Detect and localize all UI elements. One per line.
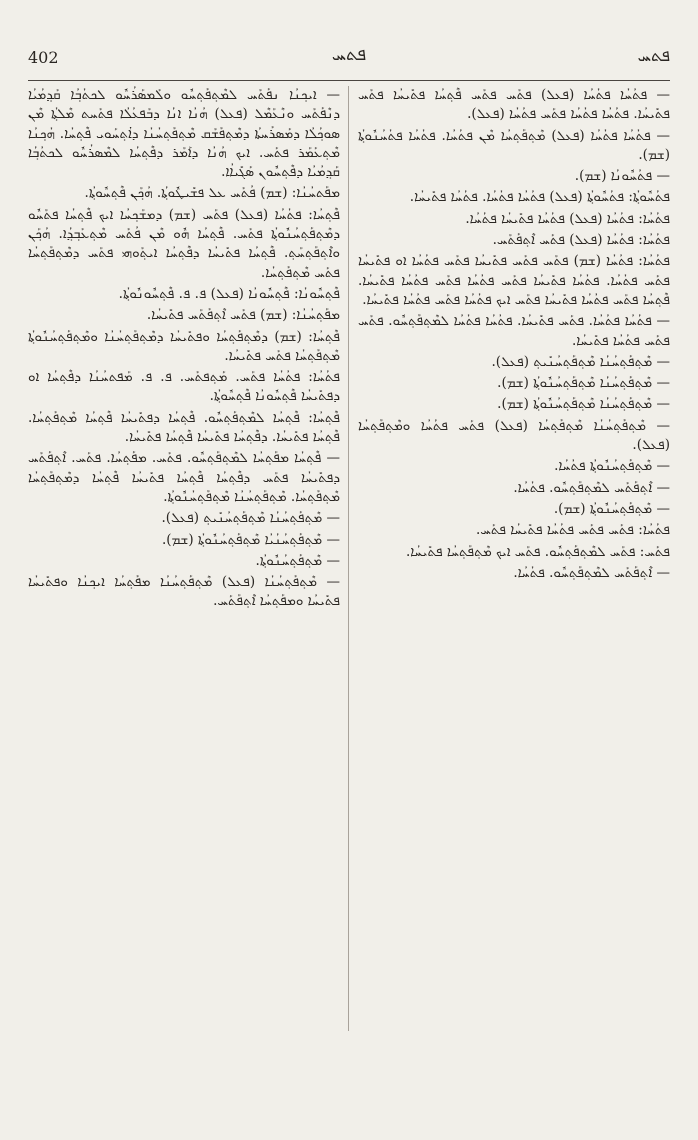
dictionary-entry: — ܡܶܬ݂ܦܰܬ݂ܚܳܢܽܘܬ݂ܳܐ (ܫܡ). xyxy=(553,500,670,517)
dictionary-entry: — ܡܶܬ݂ܦܰܬ݂ܚܳܢܳܐ (ܦܥܠ) ܡܶܬ݂ܦܰܬ݂ܚܳܢܳܐ ܡܦܰܬ݂ܚܳܐ ܐܝܟ݂ܢܳܐ ܘܦܬܺܝܚܳܐ ܦܬܺܝܚܳܐ ܘܡܦܰܬ݂ܚܳܐ ܐܶܬ݂ܦܰܬܰܚ. xyxy=(28,574,340,610)
dictionary-entry: — ܦܬܳܚܳܐ ܦܬܳܚܳܐ (ܦܥܠ) ܡܶܬ݂ܦܰܬ݂ܚܳܐ ܡܶܢ ܦܬܳܚܳܐ. ܦܬܳܚܳܐ ܦܬܳܚܳܢܽܘܬ݂ܳܐ (ܫܡ). xyxy=(358,127,670,163)
dictionary-entry: ܡܦܰܬ݂ܚܳܢܳܐ: (ܫܡ) ܦܬܰܚ ܐܶܬ݂ܦܰܬܰܚ ܦܬܺܝܚܳܐ. xyxy=(146,307,340,324)
dictionary-entry: ܦܬܳܚܽܘܬ݂ܳܐ: ܦܬܳܚܽܘܬ݂ܳܐ (ܦܥܠ) ܦܬܳܚܳܐ ܦܬܳܚܳܐ. ܦܬܳܚܳܐ ܦܬܺܝܚܳܐ. xyxy=(409,189,670,206)
dictionary-entry: ܦܶܬ݂ܚܳܐ: ܦܶܬ݂ܚܳܐ ܠܡܶܬ݂ܦܰܬ݂ܚܽܘ. ܦܶܬ݂ܚܳܐ ܕܦܬܺܝܚܳܐ ܦܶܬ݂ܚܳܐ ܡܶܬ݂ܦܰܬ݂ܚܳܐ. ܦܶܬ݂ܚܳܐ ܦܬܺܝܚܳܐ. ܕܦܶܬ݂ܚܳܐ ܦܬܺܝܚܳܐ ܦܶܬ݂ܚܳܐ ܦܬܺܝܚܳܐ. xyxy=(28,409,340,446)
dictionary-entry: ܦܬܳܚܳܐ: ܦܬܳܚܳܐ (ܦܥܠ) ܦܬܰܚ ܐܶܬ݂ܦܰܬܰܚ. xyxy=(492,232,670,249)
dictionary-entry: ܡܦܰܬܚܳܢܳܐ: (ܫܡ) ܦܳܬܰܚ ܥܠ ܦܫܺܝܛܽܘܬ݂ܳܐ. ܗܳܟ݂ܰܢ ܦܶܬ݂ܚܽܘܬ݂ܳܐ. xyxy=(84,185,340,202)
page-header xyxy=(28,44,670,78)
page-number: 402 xyxy=(28,48,59,67)
dictionary-entry: ܦܶܬ݂ܚܽܘܢܳܐ: ܦܶܬ݂ܚܽܘܢܳܐ (ܦܥܠ) ܦ. ܦ. ܦܶܬ݂ܚܽܘܢܽܘܬ݂ܳܐ. xyxy=(118,285,340,302)
column-divider xyxy=(348,86,349,1031)
dictionary-entry: — ܐܶܬ݂ܦܰܬܰܚ ܠܡܶܬ݂ܦܰܬ݂ܚܽܘ. ܦܬܳܚܳܐ. xyxy=(513,564,670,581)
dictionary-entry: ܦܬܳܚܳܐ: ܦܬܳܚܳܐ ܦܬܰܚ. ܡܰܬ݂ܦܬܰܚ. ܦ. ܦ. ܡܰܦܬܚܳܢܳܐ ܕܦܶܬ݂ܚܳܐ ܐܘ ܕܦܬܺܝܚܳܐ ܦܶܬ݂ܚܽܘܢܳܐ ܦܶܬ݂ܚܽܘܬ݂ܳܐ. xyxy=(28,369,340,405)
catchword: ܦܬܚ xyxy=(637,46,670,66)
dictionary-entry: — ܦܬܳܚܳܐ ܦܬܳܚܳܐ (ܦܥܠ) ܦܬܰܚ ܦܬܰܚ ܦܶܬ݂ܚܳܐ ܦܬܺܝܚܳܐ ܦܬܰܚ ܦܬܺܝܚܳܐ. ܦܬܳܚܳܐ ܦܬܳܚܳܐ ܦܬܰܚ ܦܬܳܚܳܐ (ܦܥܠ). xyxy=(358,87,670,123)
right-column xyxy=(358,86,670,585)
dictionary-entry: ܦܶܬ݂ܚܳܐ: (ܫܡ) ܕܡܶܬ݂ܦܰܬ݂ܚܳܐ ܘܦܬܺܝܚܳܐ ܕܡܶܬ݂ܦܰܬ݂ܚܳܢܳܐ ܘܡܶܬ݂ܦܰܬ݂ܚܳܢܽܘܬ݂ܳܐ ܡܶܬ݂ܦܰܬ݂ܚܳܐ ܦܬܰܚ ܦܬܺܝܚܳܐ. xyxy=(28,328,340,364)
dictionary-entry: ܦܬܰܚ: ܦܬܰܚ ܠܡܶܬ݂ܦܰܬ݂ܚܽܘ. ܦܬܰܚ ܐܝܟ ܡܶܬ݂ܦܰܬ݂ܚܳܐ ܦܬܺܝܚܳܐ. xyxy=(406,543,670,560)
dictionary-entry: — ܦܶܬ݂ܚܳܐ ܡܦܰܬ݂ܚܳܐ ܠܡܶܬ݂ܦܰܬ݂ܚܽܘ. ܦܬܰܚ. ܡܦܰܬ݂ܚܳܐ. ܦܬܰܚ. ܐܶܬ݂ܦܰܬܰܚ ܕܦܬܺܝܚܳܐ ܦܬܰܚ ܕܦܶܬ݂ܚܳܐ ܦܶܬ݂ܚܳܐ ܦܬܺܝܚܳܐ ܦܶܬ݂ܚܳܐ ܕܡܶܬ݂ܦܰܬ݂ܚܳܐ ܡܶܬ݂ܦܰܬ݂ܚܳܐ. ܡܶܬ݂ܦܰܬ݂ܚܳܢܳܐ ܡܶܬ݂ܦܰܬ݂ܚܳܢܽܘܬ݂ܳܐ. xyxy=(28,450,340,505)
dictionary-entry: — ܡܶܬ݂ܦܰܬ݂ܚܳܢܳܐ ܡܶܬ݂ܦܰܬ݂ܚܳܢܽܘܬ݂ܳܐ (ܫܡ). xyxy=(497,396,670,413)
dictionary-entry: — ܐܶܬ݂ܦܰܬܰܚ ܠܡܶܬ݂ܦܰܬ݂ܚܽܘ. ܦܬܳܚܳܐ. xyxy=(513,479,670,496)
running-head: ܦܬܚ xyxy=(331,44,367,65)
dictionary-entry: — ܐܝܟ݂ܢܳܐ ܢܦܰܬܰܚ ܠܡܶܬ݂ܦܰܬ݂ܚܽܘ ܘܠܰܡܣܰܪܳܚܽܘ ܠܟܬܳܒ݂ܳܐ ܩܰܕ݂ܡܳܝܳܐ ܕܢܶܦܰܬܰܚ ܘܢܶܥܰܡܶܠ (ܦܥܠ) ܗܳܢܳܐ ܐܢܳܐ ܕܒܰܦܥܳܠܳܐ ܦܬܰܚܬ ܡܶܠܬ݂ܳܐ ܡܶܢ ܣܘܟ݂ܳܠܳܐ ܕܡܰܣܪܰܚܬܳܐ ܕܡܶܬ݂ܦܰܫܰܩ ܡܶܬ݂ܦܰܬ݂ܚܳܢܳܐ ܕܐܳܬ݂ܚܰܘܝ ܦܶܬ݂ܚܳܐ. ܗܳܟ݂ܢܳܐ ܡܶܬ݂ܥܰܡܰܪ ܦܬܰܚ. ܐܝܟ ܗܳܢܳܐ ܕܐܰܡܰܪ ܕܦܶܬ݂ܚܳܐ ܠܡܶܣܪܳܚܽܘ ܠܟܬܳܒ݂ܳܐ ܩܰܕ݂ܡܳܝܳܐ ܕܦܶܬ݂ܚܽܘܢ ܣܰܓܺܝܐܳܐ. xyxy=(28,87,340,181)
dictionary-entry: — ܡܶܬ݂ܦܰܬ݂ܚܳܢܳܐ ܡܶܬ݂ܦܰܬ݂ܚܳܢܺܝܬ݂ (ܦܥܠ). xyxy=(161,510,340,527)
left-column xyxy=(28,86,340,614)
dictionary-entry: — ܡܶܬ݂ܦܰܬ݂ܚܳܢܽܘܬ݂ܳܐ ܦܬܳܚܳܐ. xyxy=(554,458,670,475)
dictionary-entry: — ܦܬܳܚܳܐ ܦܬܳܚܳܐ. ܦܬܰܚ ܦܬܺܝܚܳܐ. ܦܬܳܚܳܐ ܦܬܳܚܳܐ ܠܡܶܬ݂ܦܰܬ݂ܚܽܘ. ܦܬܰܚ ܦܬܰܚ ܦܬܳܚܳܐ ܦܬܺܝܚܳܐ. xyxy=(358,313,670,349)
dictionary-entry: — ܡܶܬ݂ܦܰܬ݂ܚܳܢܳܐ ܡܶܬ݂ܦܰܬ݂ܚܳܢܽܘܬ݂ܳܐ (ܫܡ). xyxy=(497,375,670,392)
dictionary-entry: — ܡܶܬ݂ܦܰܬ݂ܚܳܢܽܘܬ݂ܳܐ. xyxy=(255,552,340,569)
dictionary-entry: ܦܬܳܚܳܐ: ܦܬܰܚ ܦܬܰܚ ܦܬܳܚܳܐ ܦܬܺܝܚܳܐ ܦܬܰܚ. xyxy=(476,522,670,539)
dictionary-entry: ܦܬܳܚܳܐ: ܦܬܳܚܳܐ (ܫܡ) ܦܬܰܚ ܦܬܰܚ ܦܬܺܝܚܳܐ ܦܬܰܚ ܦܬܳܚܳܐ ܐܘ ܦܬܺܝܚܳܐ ܦܬܰܚ ܦܬܳܚܳܐ. ܦܬܳܚܳܐ ܦܬܺܝܚܳܐ ܦܬܰܚ ܦܬܳܚܳܐ ܦܬܰܚ ܦܬܳܚܳܐ ܦܬܺܝܚܳܐ. ܦܶܬ݂ܚܳܐ ܦܬܰܚ ܦܬܳܚܳܐ ܦܬܺܝܚܳܐ ܦܬܰܚ ܐܝܟ ܦܬܳܚܳܐ ܦܬܰܚ ܦܬܳܚܳܐ ܦܬܺܝܚܳܐ. xyxy=(358,253,670,308)
dictionary-entry: — ܡܶܬ݂ܦܰܬ݂ܚܳܢܳܐ ܡܶܬ݂ܦܰܬ݂ܚܳܢܺܝܬ݂ (ܦܥܠ). xyxy=(491,353,670,370)
dictionary-entry: — ܡܶܬ݂ܦܰܬ݂ܚܳܢܳܝܳܐ ܡܶܬ݂ܦܰܬ݂ܚܳܢܽܘܬ݂ܳܐ (ܫܡ). xyxy=(161,531,340,548)
dictionary-entry: — ܡܶܬ݂ܦܰܬ݂ܚܳܢܳܐ ܡܶܬ݂ܦܰܬ݂ܚܳܐ (ܦܥܠ) ܦܬܰܚ ܦܬܳܚܳܐ ܘܡܶܬ݂ܦܰܬ݂ܚܳܐ (ܦܥܠ). xyxy=(358,417,670,454)
dictionary-entry: ܦܶܬ݂ܚܳܐ: ܦܬܳܚܳܐ (ܦܥܠ) ܦܬܰܚ (ܫܡ) ܕܡܫܰܟ݂ܚܳܐ ܐܝܟ ܦܶܬ݂ܚܳܐ ܦܬܰܚܽܘ ܕܡܶܬ݂ܦܰܬ݂ܚܳܢܽܘܬ݂ܳܐ ܦܬܰܚ. ܦܶܬ݂ܚܳܐ ܗܽܘ ܡܶܢ ܦܳܬܰܚ ܡܶܬ݂ܥܰܒ݂ܕ݂ܳܐ. ܗܳܟ݂ܰܢ ܘܐܶܬ݂ܦܰܬ݂ܚܰܬ݂. ܦܶܬ݂ܚܳܐ ܦܬܺܝܚܳܐ ܕܦܶܬ݂ܚܳܐ ܐܝܬ݂ܰܘܗܝ ܦܬܰܚ ܕܡܶܬ݂ܦܰܬ݂ܚܳܐ ܦܬܰܚ ܡܶܬ݂ܦܰܬ݂ܚܳܐ. xyxy=(28,206,340,281)
dictionary-entry: — ܦܬܳܚܽܘܢܳܐ (ܫܡ). xyxy=(574,168,670,185)
header-rule xyxy=(28,80,670,81)
dictionary-entry: ܦܬܳܚܳܐ: ܦܬܳܚܳܐ (ܦܥܠ) ܦܬܳܚܳܐ ܦܬܺܝܚܳܐ ܦܬܳܚܳܐ. xyxy=(465,210,670,227)
